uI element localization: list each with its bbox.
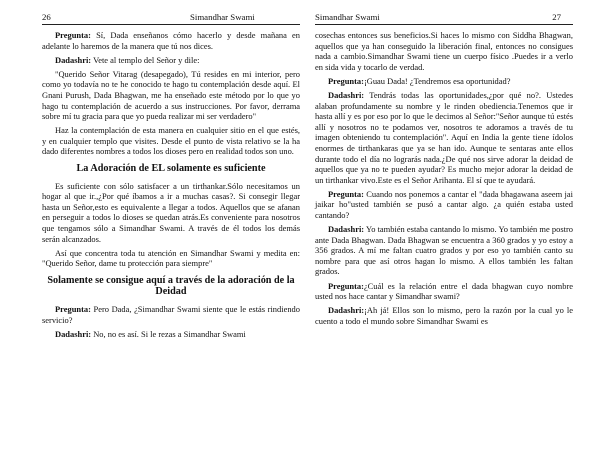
paragraph-text: ¡Guau Dada! ¿Tendremos esa oportunidad? [363, 75, 511, 86]
left-page-header [42, 0, 300, 25]
paragraph: Haz la contemplación de esta manera en cualquier sitio en el que estés, y en cualquier templo que visites. Desde el punto de vista relativo se la ha dado diferentes nombres a todos los dioses pero en realidad todos son uno. [42, 125, 300, 157]
paragraph [315, 76, 573, 87]
paragraph-text: Sí, Dada enseñanos cómo hacerlo y desde mañana en adelante lo haremos de la manera que tú nos dices. [42, 30, 300, 51]
speaker-label: Pregunta: [328, 188, 364, 199]
running-head: Simandhar Swami [190, 12, 255, 22]
speaker-label: Dadashri: [55, 328, 92, 339]
left-page [42, 0, 300, 463]
speaker-label: Dadashri: [328, 224, 365, 235]
paragraph-text: ¿Cuál es la relación entre el dada bhagwan cuyo nombre usted nos hace cantar y Simandhar swami? [315, 280, 573, 302]
right-page-body [315, 30, 573, 326]
speaker-label: Dadashri: [328, 89, 365, 100]
section-heading: Solamente se consigue aquí a través de la adoración de la Deidad [47, 274, 295, 298]
paragraph-text: Tendrás todas las oportunidades,¿por qué no?. Ustedes alaban profundamente su nombre y le rinden obediencia.Tenemos que ir hasta allí y es por eso por lo que le decimos al Señor:"Señor aunque tú estés allí y nosotros no te podamos ver, nosotros te adoramos a través de tu imagen obteniendo tu contemplación". Aquí en India la gente tiene ídolos enormes de tirthankaras que ya se han ido. Aunque te sentaras ante ellos durante todo el día no lograrás nada.¿De qué nos sirve adorar la deidad de aquellos que ya no te pueden ayudar? Es mucho mejor adorar la deidad de un tirthankar vivo.Este es el Señor Arihanta. El sí que te ayudará. [315, 89, 573, 185]
paragraph-text: ¡Ah já! Ellos son lo mismo, pero la razón por la cual yo le cuento a todo el mundo sobre Simandhar Swami es [315, 305, 573, 326]
speaker-label: Pregunta: [328, 280, 364, 291]
running-head: Simandhar Swami [315, 12, 380, 22]
prayer-quote: "Querido Señor Vitarag (desapegado), Tú resides en mi interior, pero como yo todavía no te he conocido te hago tu contemplación desde aquí. El Gnani Purush, Dada Bhagwan, me ha enseñado este método por lo que yo hago tu contemplación de acuerdo a sus instrucciones. Por favor, derrama sobre mí tu gracia para que yo pueda realizar mi ser verdadero" [42, 68, 300, 122]
paragraph [315, 189, 573, 221]
paragraph-text: Cuando nos ponemos a cantar el "dada bhagawana aseem jai jaikar ho"usted también se pusó a cantar algo. ¿a quién estaba usted cantando? [315, 188, 573, 220]
paragraph [42, 304, 300, 325]
section-heading: La Adoración de EL solamente es suficiente [76, 163, 266, 175]
paragraph [42, 30, 300, 51]
speaker-label: Pregunta: [55, 304, 91, 315]
speaker-label: Pregunta: [328, 75, 364, 86]
paragraph [42, 55, 300, 66]
paragraph: cosechas entonces sus beneficios.Si haces lo mismo con Siddha Bhagwan, aquellos que ya han conseguido la liberación final, entonces no consigues nada a cambio.Simandhar Swami tiene un cuerpo físico .Puedes ir a verlo en sida vida y tocarlo de verdad. [315, 30, 573, 72]
paragraph [315, 90, 573, 185]
paragraph [315, 305, 573, 326]
paragraph-text: Yo también estaba cantando lo mismo. Yo también me postro ante Dada Bhagwan. Dada Bhagwan se encuentra a 360 grados y yo estoy a 356 grados. A mí me faltan cuatro grados y por eso yo también canto su nombre para que así otros hagan lo mismo. A ellos también les faltan grados. [315, 224, 573, 277]
speaker-label: Pregunta: [55, 30, 91, 40]
page-number: 26 [42, 12, 51, 22]
left-page-body [42, 30, 300, 339]
paragraph: Es suficiente con sólo satisfacer a un tirthankar.Sólo necesitamos un hogar al que ir.,¿Por qué íbamos a ir a muchas casas?. Si consegir llegar hasta un Señor,esto es equivalente a llegar a todos. Aquellos que se afanan en perseguir a todos lo dioses se quedan atrás.Es conveniente para nosotros que tengamos sólo a Simandhar Swami. A través de él todos los demás serán alcanzados. [42, 180, 300, 244]
paragraph-text: Vete al templo del Señor y dile: [91, 54, 200, 65]
paragraph [315, 281, 573, 302]
page-number: 27 [552, 12, 561, 22]
right-page-header [315, 0, 573, 25]
paragraph: Así que concentra toda tu atención en Simandhar Swami y medita en: "Querido Señor, dame tu protección para siempre" [42, 247, 300, 269]
right-page [315, 0, 573, 463]
paragraph [42, 329, 300, 340]
paragraph-text: Pero Dada, ¿Simandhar Swami siente que le estás rindiendo servicio? [42, 304, 300, 325]
paragraph [315, 224, 573, 277]
paragraph-text: No, no es así. Si le rezas a Simandhar Swami [91, 328, 246, 339]
speaker-label: Dadashri: [55, 54, 92, 65]
speaker-label: Dadashri: [328, 305, 365, 316]
